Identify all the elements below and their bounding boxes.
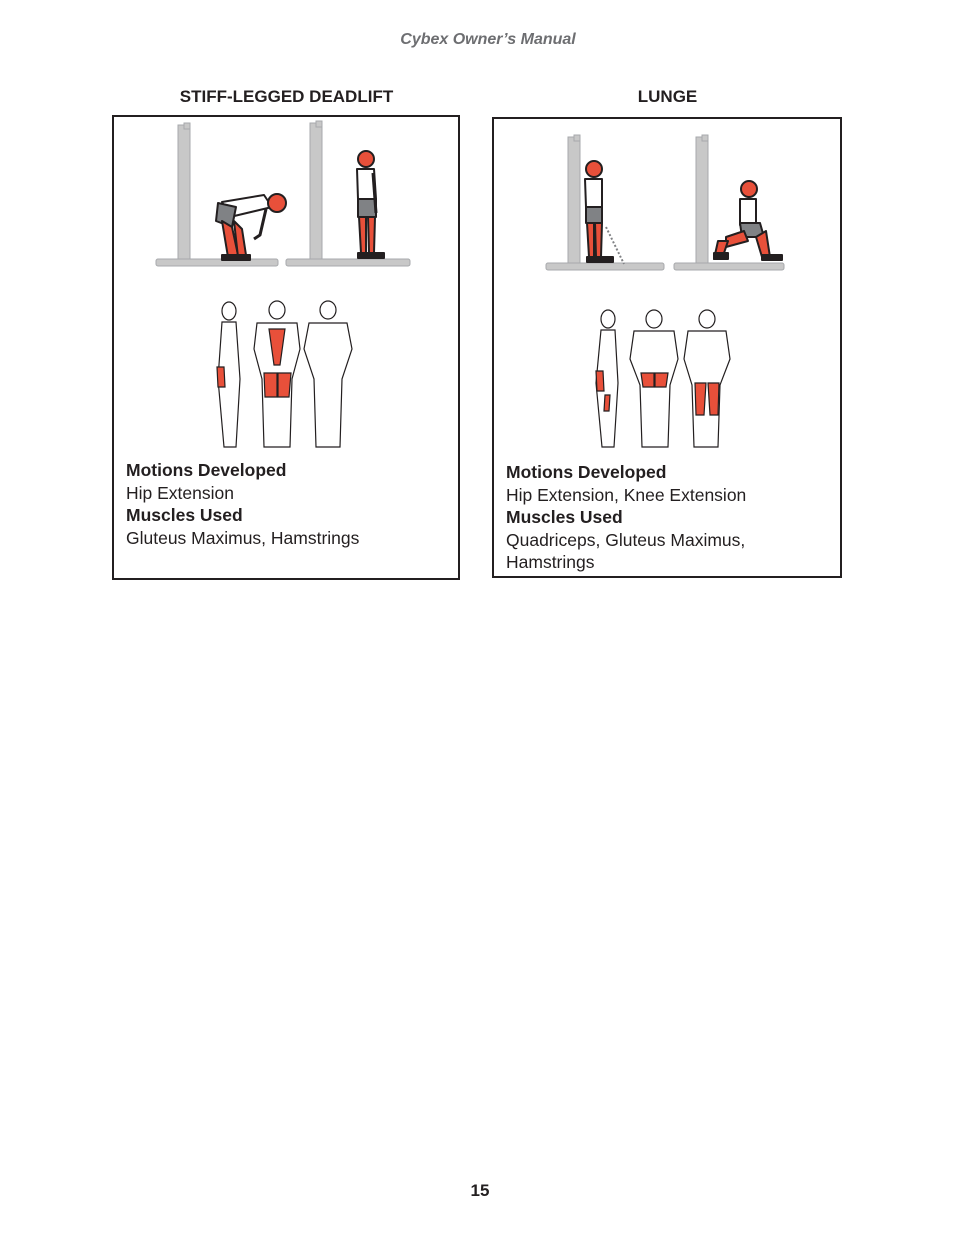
- motions-text: Hip Extension: [126, 482, 234, 503]
- anatomy-side-figure: [596, 310, 618, 447]
- anatomy-back-figure: [254, 301, 300, 447]
- exercise-figure-standing: [585, 161, 624, 264]
- anatomy-front-figure: [684, 310, 730, 447]
- exercise-card-lunge: [492, 117, 842, 578]
- exercise-figure-standing: [357, 151, 384, 258]
- exercise-title-deadlift: STIFF-LEGGED DEADLIFT: [179, 87, 394, 106]
- page-number: 15: [470, 1181, 490, 1200]
- motions-text: Hip Extension, Knee Extension: [506, 484, 747, 505]
- cable-machine-graphic: [546, 135, 664, 270]
- cable-machine-graphic: [286, 121, 410, 266]
- running-header: Cybex Owner’s Manual: [400, 31, 576, 48]
- exercise-figure-bent: [216, 194, 286, 260]
- muscles-heading: Muscles Used: [506, 507, 623, 527]
- motions-heading: Motions Developed: [126, 460, 287, 480]
- muscles-text: Gluteus Maximus, Hamstrings: [126, 527, 360, 548]
- exercise-figure-lunging: [714, 181, 782, 260]
- anatomy-front-figure: [304, 301, 352, 447]
- exercise-title-lunge: LUNGE: [637, 87, 698, 106]
- exercise-description-lunge: [506, 461, 826, 574]
- muscles-heading: Muscles Used: [126, 505, 243, 525]
- exercise-description-deadlift: [126, 459, 446, 549]
- cable-machine-graphic: [156, 123, 278, 266]
- deadlift-illustration: [114, 117, 458, 452]
- lunge-illustration: [494, 119, 840, 454]
- exercise-card-deadlift: [112, 115, 460, 580]
- anatomy-back-figure: [630, 310, 678, 447]
- muscles-text: Quadriceps, Gluteus Maximus, Hamstrings: [506, 529, 746, 572]
- anatomy-side-figure: [217, 302, 240, 447]
- motions-heading: Motions Developed: [506, 462, 667, 482]
